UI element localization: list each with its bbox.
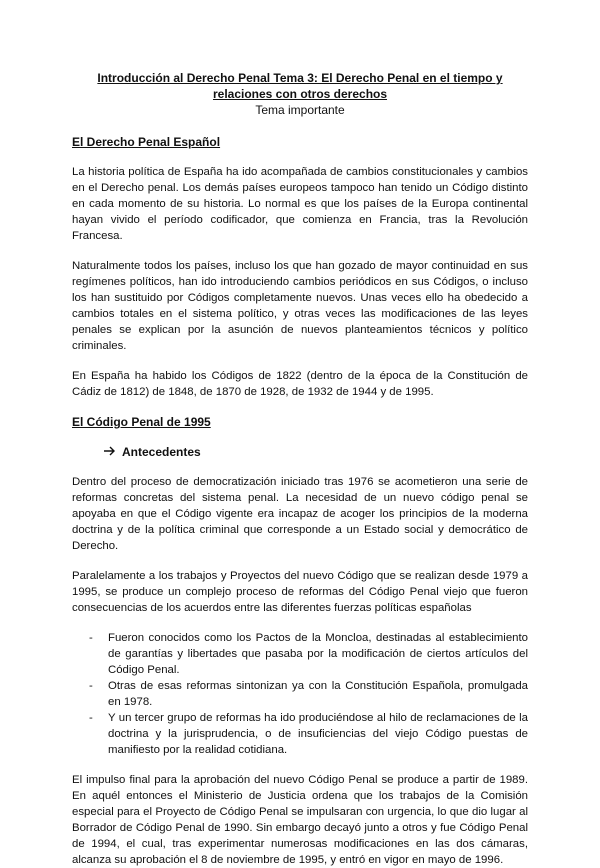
document-subtitle: Tema importante <box>255 103 345 117</box>
arrow-right-icon <box>104 444 122 460</box>
reform-list <box>72 630 528 758</box>
list-item: - Otras de esas reformas sintonizan ya con la Constitución Española, promulgada en 1978. <box>108 678 528 710</box>
paragraph: Dentro del proceso de democratización iniciado tras 1976 se acometieron una serie de reformas concretas del sistema penal. La necesidad de un nuevo código penal se apoyaba en que el Código vigente era incapaz de acoger los principios de la moderna doctrina y de la política criminal que corresponde a un Estado social y democrático de Derecho. <box>72 476 528 552</box>
paragraph: Paralelamente a los trabajos y Proyectos del nuevo Código que se realizan desde 1979 a 1995, se produce un complejo proceso de reformas del Código Penal viejo que fueron consecuencias de los acuerdos entre las diferentes fuerzas políticas españolas <box>72 570 528 614</box>
list-item: - Fueron conocidos como los Pactos de la Moncloa, destinadas al establecimiento de garantías y libertades que pasaba por la modificación de ciertos artículos del Código Penal. <box>108 630 528 678</box>
paragraph: El impulso final para la aprobación del nuevo Código Penal se produce a partir de 1989. En aquél entonces el Ministerio de Justicia ordena que los trabajos de la Comisión especial para el Proyecto de Código Penal se impulsaran con urgencia, lo que dio lugar al Borrador de Código Penal de 1990. Sin embargo decayó junto a otros y fue Código Penal de 1994, el cual, tras experimentar numerosas modificaciones en las dos cámaras, alcanza su aprobación el 8 de noviembre de 1995, y entró en vigor en mayo de 1996. <box>72 774 528 866</box>
section-heading-derecho-penal-espanol: El Derecho Penal Español <box>72 135 221 149</box>
paragraph: La historia política de España ha ido acompañada de cambios constitucionales y cambios en el Derecho penal. Los demás países europeos tampoco han tenido un Código distinto en cada momento de su historia. Lo normal es que los países de la Europa continental hayan vivido el período codificador, que comienza en Francia, tras la Revolución Francesa. <box>72 166 528 242</box>
subheading-label: Antecedentes <box>122 445 201 459</box>
subheading-antecedentes <box>104 444 528 460</box>
document-title: Introducción al Derecho Penal Tema 3: El Derecho Penal en el tiempo y relaciones con otros derechos <box>97 71 503 101</box>
section-heading-codigo-penal-1995: El Código Penal de 1995 <box>72 415 211 429</box>
paragraph: Naturalmente todos los países, incluso los que han gozado de mayor continuidad en sus regímenes políticos, han ido introduciendo cambios periódicos en sus Códigos, o incluso los han sustituido por Códigos completamente nuevos. Unas veces ello ha obedecido a cambios totales en el sistema político, y otras veces las modificaciones de las leyes penales se explican por la asunción de nuevos planteamientos técnicos y político criminales. <box>72 260 528 352</box>
paragraph: En España ha habido los Códigos de 1822 (dentro de la época de la Constitución de Cádiz de 1812) de 1848, de 1870 de 1928, de 1932 de 1944 y de 1995. <box>72 370 528 398</box>
list-item: - Y un tercer grupo de reformas ha ido produciéndose al hilo de reclamaciones de la doctrina y la jurisprudencia, o de insuficiencias del viejo Código puestas de manifiesto por la realidad cotidiana. <box>108 710 528 758</box>
